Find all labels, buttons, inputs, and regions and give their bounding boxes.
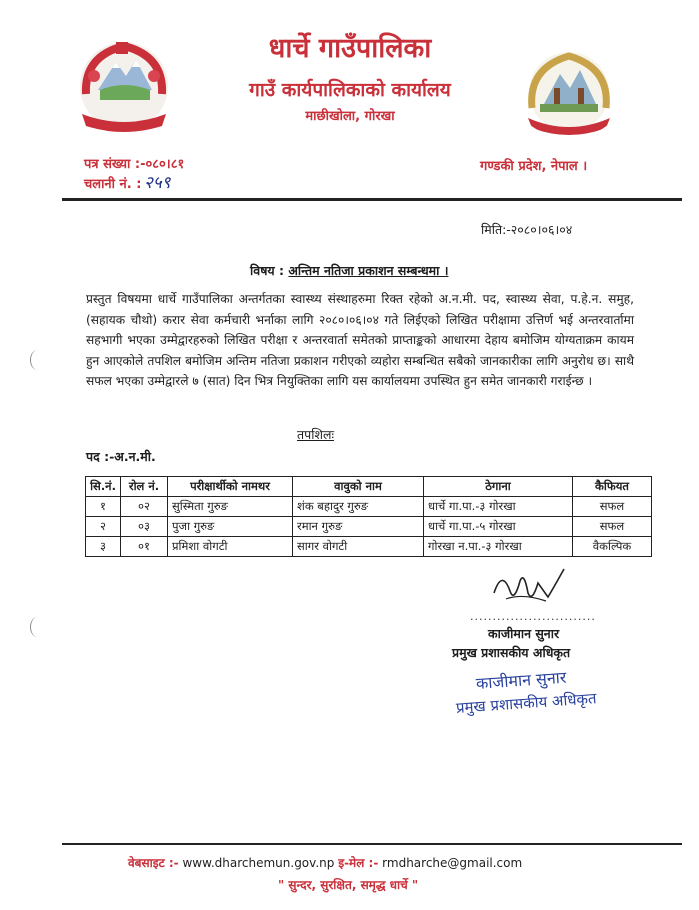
footer-divider — [62, 843, 682, 845]
cell-address: गोरखा न.पा.-३ गोरखा — [424, 537, 573, 557]
municipality-logo — [514, 48, 624, 138]
signature-line: ............................ — [470, 610, 596, 623]
table-row — [86, 517, 652, 537]
cell-candidate: प्रमिशा वोगटी — [168, 537, 293, 557]
header-father: वावुको नाम — [293, 477, 424, 497]
punch-hole-mark — [30, 617, 45, 637]
subject-text: अन्तिम नतिजा प्रकाशन सम्बन्धमा । — [288, 263, 449, 278]
website-label: वेबसाइट :- — [128, 856, 179, 870]
office-location: माछीखोला, गोरखा — [305, 109, 395, 124]
nepal-emblem-logo — [64, 36, 184, 140]
subject-line — [250, 262, 448, 279]
cell-address: धार्चे गा.पा.-५ गोरखा — [424, 517, 573, 537]
subject-label: विषय : — [250, 263, 285, 278]
cell-candidate: सुस्मिता गुरुङ — [168, 497, 293, 517]
schedule-title: तपशिलः — [297, 427, 334, 442]
header-serial: सि.नं. — [86, 477, 121, 497]
footer-contact — [128, 854, 522, 871]
cell-address: धार्चे गा.पा.-३ गोरखा — [424, 497, 573, 517]
email-link[interactable]: rmdharche@gmail.com — [382, 856, 523, 870]
letter-body: प्रस्तुत विषयमा धार्चे गाउँपालिका अन्तर्गतका स्वास्थ्य संस्थाहरुमा रिक्त रहेको अ.न.मी. पद, स्वास्थ्य सेवा, प.हे.न. समुह, (सहायक चौथो) करार सेवा कर्मचारी भर्नाका लागि २०८०।०६।०४ गते लिईएको लिखित परीक्षामा उत्तिर्ण भई अन्तरवार्तामा सहभागी भएका उम्मेद्वारहरुको लिखित परीक्षा र अन्तरवार्ता समेतको प्राप्ताङ्कको आधारमा देहाय बमोजिम योग्यताक्रम कायम हुन आएकोले तपशिल बमोजिम अन्तिम नतिजा प्रकाशन गरीएको व्यहोरा सम्बन्धित सबैको जानकारीका लागि अनुरोध छ। साथै सफल भएका उम्मेद्वारले ७ (सात) दिन भित्र नियुक्तिका लागि यस कार्यालयमा उपस्थित हुन समेत जानकारी गराईन्छ । — [86, 292, 634, 388]
letter-date: मिति:-२०८०।०६।०४ — [481, 222, 573, 237]
signer-name: काजीमान सुनार — [488, 626, 560, 641]
cell-roll: ०१ — [121, 537, 168, 557]
post-label: पद :-अ.न.मी. — [86, 449, 156, 464]
punch-hole-mark — [30, 350, 45, 370]
footer-slogan: " सुन्दर, सुरक्षित, समृद्ध धार्चे " — [278, 878, 419, 892]
result-table — [85, 476, 652, 557]
cell-father: सागर वोगटी — [293, 537, 424, 557]
stamp-name: काजीमान सुनार — [475, 667, 567, 693]
cell-serial: १ — [86, 497, 121, 517]
cell-remark: वैकल्पिक — [573, 537, 652, 557]
header-remark: कैफियत — [573, 477, 652, 497]
letter-number: पत्र संख्या :-०८०।८१ — [84, 157, 185, 172]
cell-serial: २ — [86, 517, 121, 537]
table-row — [86, 537, 652, 557]
table-row — [86, 497, 652, 517]
signer-post: प्रमुख प्रशासकीय अधिकृत — [452, 645, 571, 660]
header-roll: रोल नं. — [121, 477, 168, 497]
cell-remark: सफल — [573, 497, 652, 517]
office-subtitle: गाउँ कार्यपालिकाको कार्यालय — [249, 79, 451, 101]
dispatch-number-value: २५९ — [144, 173, 171, 193]
province-label: गण्डकी प्रदेश, नेपाल । — [480, 159, 588, 174]
office-name: धार्चे गाउँपालिका — [268, 33, 432, 64]
cell-remark: सफल — [573, 517, 652, 537]
cell-serial: ३ — [86, 537, 121, 557]
cell-father: रमान गुरुङ — [293, 517, 424, 537]
stamp-post: प्रमुख प्रशासकीय अधिकृत — [455, 689, 598, 717]
email-label: इ-मेल :- — [338, 856, 379, 870]
header-address: ठेगाना — [424, 477, 573, 497]
cell-candidate: पुजा गुरुङ — [168, 517, 293, 537]
cell-roll: ०३ — [121, 517, 168, 537]
handwritten-signature — [488, 563, 568, 611]
header-candidate: परीक्षार्थीको नामथर — [168, 477, 293, 497]
table-header-row — [86, 477, 652, 497]
dispatch-number-label: चलानी नं. : — [84, 177, 142, 192]
cell-father: शंक बहादुर गुरुङ — [293, 497, 424, 517]
website-link[interactable]: www.dharchemun.gov.np — [182, 856, 335, 870]
cell-roll: ०२ — [121, 497, 168, 517]
header-divider — [62, 198, 682, 201]
